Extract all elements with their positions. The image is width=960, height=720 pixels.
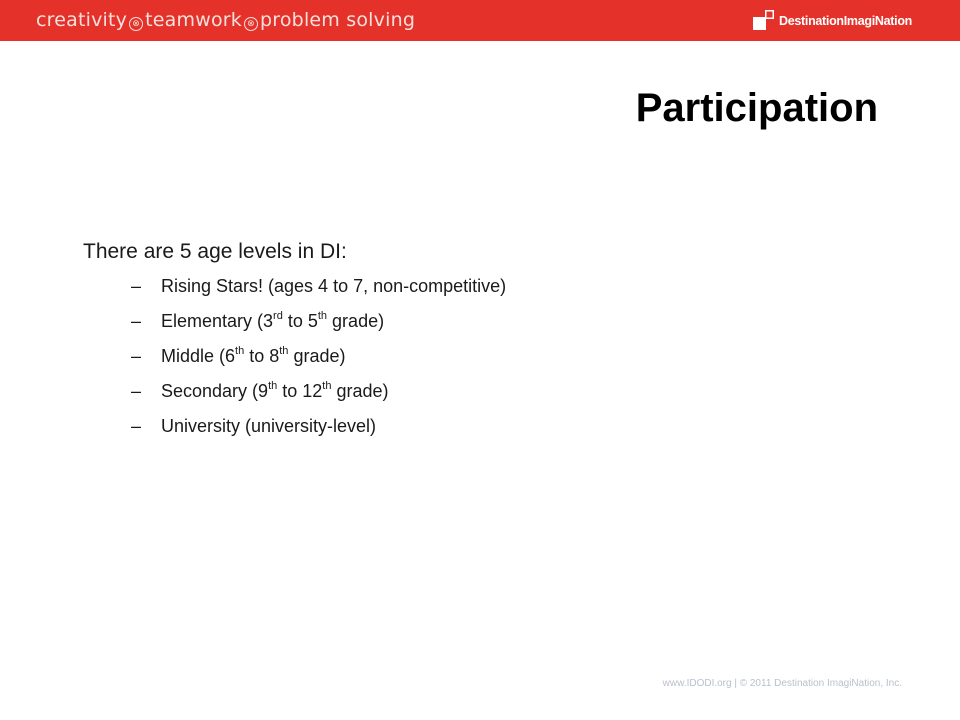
destination-imagination-logo [753,8,912,34]
tagline-problem-solving: problem solving [260,9,416,31]
tagline [36,9,415,31]
dash-bullet: – [131,276,142,296]
slide-title: Participation [635,86,878,130]
logo-text: DestinationImagiNation [779,14,912,28]
dash-bullet: – [131,346,142,366]
list-item [131,274,883,309]
superscript: th [317,310,328,322]
tagline-separator-icon: ⊗ [129,17,143,31]
item-text: grade) [288,346,346,366]
slide-body [83,240,883,449]
item-text: Secondary (9 [161,381,269,401]
item-text: grade) [327,311,385,331]
item-text: Middle (6 [161,346,236,366]
logo-mark-icon [753,10,775,32]
superscript: rd [273,310,283,322]
tagline-separator-icon: ⊗ [244,17,258,31]
superscript: th [235,345,245,357]
list-item [131,379,883,414]
list-item [131,309,883,344]
list-item [131,344,883,379]
item-text: grade) [331,381,389,401]
header-bar [0,0,960,41]
item-text: Elementary (3 [161,311,274,331]
age-level-list [83,274,883,449]
lead-text: There are 5 age levels in DI: [83,240,347,263]
superscript: th [279,345,289,357]
item-text: to 12 [277,381,323,401]
dash-bullet: – [131,381,142,401]
tagline-creativity: creativity [36,9,128,31]
dash-bullet: – [131,416,142,436]
list-item [131,414,883,449]
item-text: University (university-level) [161,416,377,436]
dash-bullet: – [131,311,142,331]
footer-copyright: www.IDODI.org | © 2011 Destination ImagiNation, Inc. [662,678,902,689]
item-text: to 8 [244,346,280,366]
item-text: to 5 [282,311,318,331]
tagline-teamwork: teamwork [145,9,242,31]
superscript: th [322,380,332,392]
item-text: Rising Stars! (ages 4 to 7, non-competitive) [161,276,507,296]
superscript: th [268,380,278,392]
